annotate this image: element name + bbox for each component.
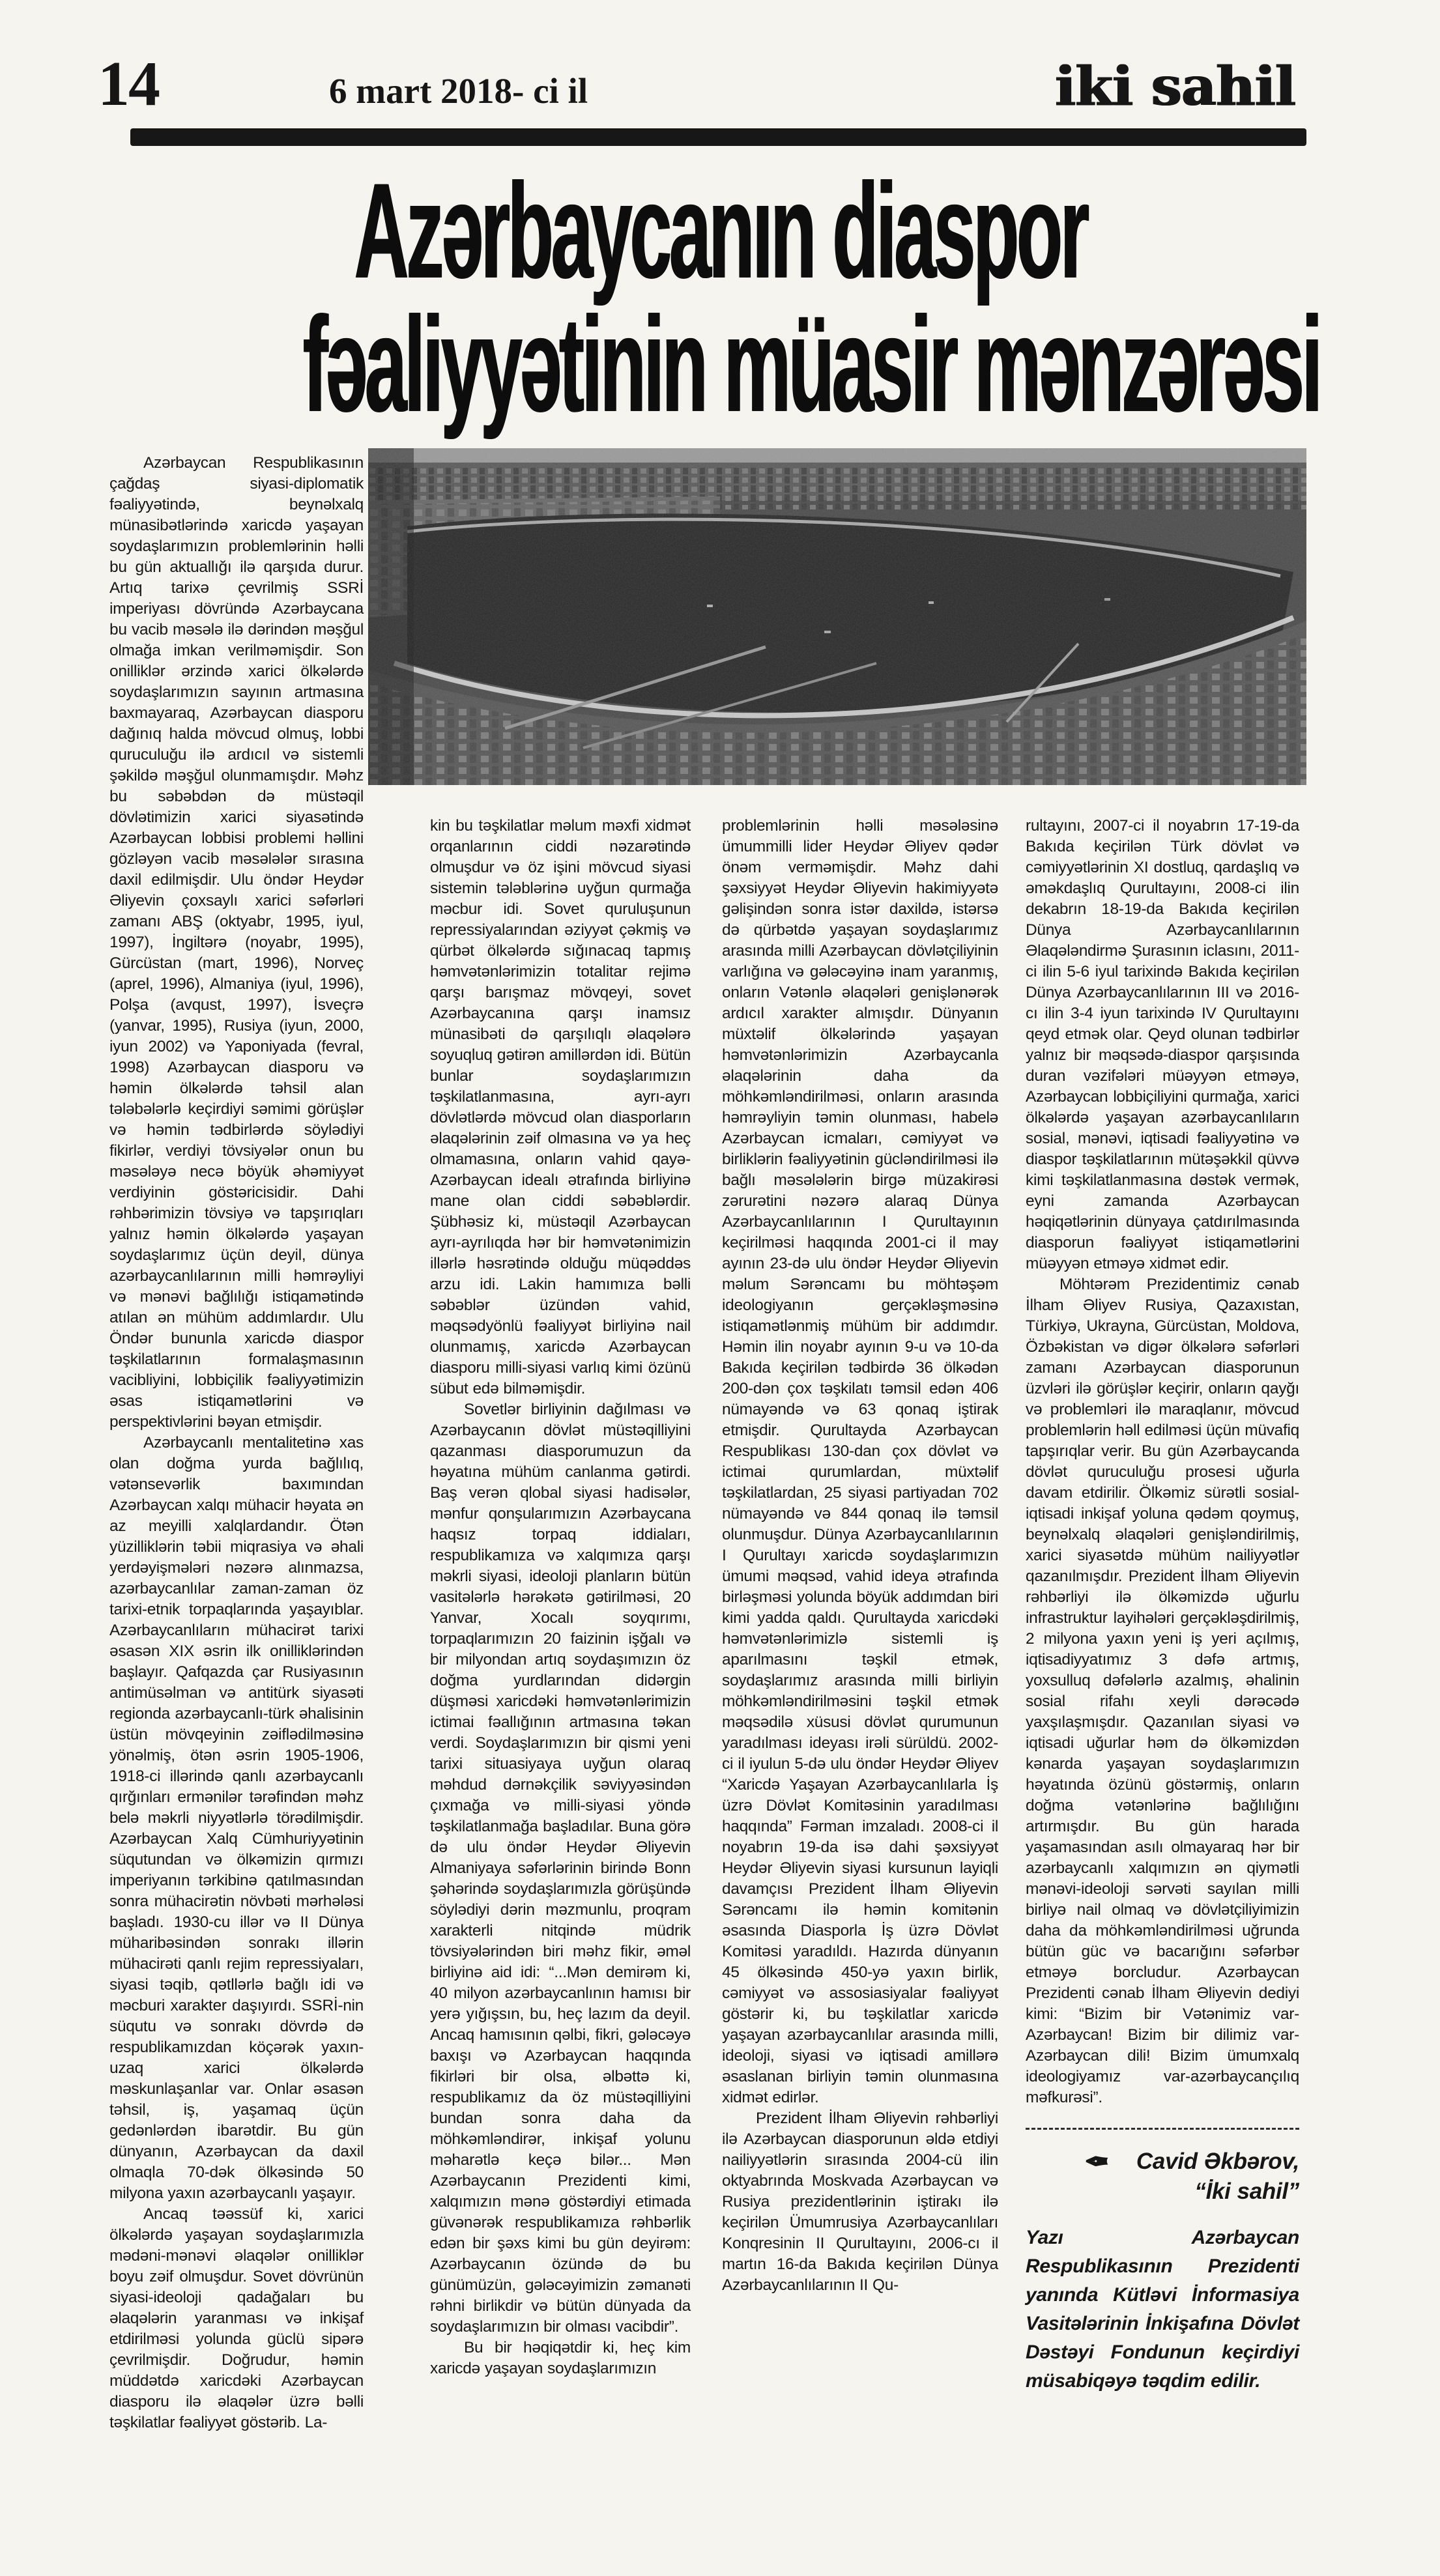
article-paragraph: Möhtərəm Prezidentimiz cənab İlham Əliyev Rusiya, Qazaxıstan, Türkiyə, Ukrayna, Gürcüstan, Moldova, Özbəkistan və digər ölkələrə səfərləri zamanı Azərbaycan diasporunun üzvləri ilə görüşlər keçirir, onların qayğı və problemləri ilə maraqlanır, mövcud problemlərin həll edilməsi üçün müvafiq tapşırıqlar verir. Bu gün Azərbaycanda dövlət quruculuğu prosesi uğurla davam etdirilir. Ölkəmiz sürətli sosial-iqtisadi inkişaf yoluna qədəm qoymuş, beynəlxalq əlaqələri genişləndirilmiş, xarici siyasətdə mühüm nailiyyətlər qazanılmışdır. Prezident İlham Əliyevin rəhbərliyi ilə ölkəmizdə uğurlu infrastruktur layihələri gerçəkləşdirilmiş, 2 milyona yaxın yeni iş yeri açılmış, iqtisadiyyatımız 3 dəfə artmış, yoxsulluq dəfələrlə azalmış, əhalinin sosial rifahı xeyli dərəcədə yaxşılaşmışdır. Qazanılan siyasi və iqtisadi uğurlar həm də ölkəmizdən kənarda yaşayan soydaşlarımızın həyatında özünü göstərmiş, onların doğma vətənlərinə bağlılığını artırmışdır. Bu gün harada yaşamasından asılı olmayaraq hər bir azərbaycanlı xalqımızın ən qiymətli mənəvi-ideoloji sərvəti sayılan milli birliyə nail olmaq və dövlətçiliyimizin daha da möhkəmləndirilməsi uğrunda bütün güc və bacarığını səfərbər etməyə borcludur. Azərbaycan Prezidenti cənab İlham Əliyevin dediyi kimi: “Bizim bir Vətənimiz var-Azərbaycan! Bizim bir dilimiz var-Azərbaycan dili! Bizim ümumxalq ideologiyamız var-azərbaycançılıq məfkurəsi”. (1026, 1276, 1299, 2106)
signature-divider (1026, 2128, 1299, 2130)
signature-row (1026, 2147, 1299, 2177)
article-column-4 (1026, 816, 1299, 2396)
article-paragraph: rultayını, 2007-ci il noyabrın 17-19-da Bakıda keçirilən Türk dövlət və cəmiyyətlərinin XI dostluq, qardaşlıq və əməkdaşlıq Qurultayını, 2008-ci ilin dekabrın 18-19-da Bakıda keçirilən Dünya Azərbaycanlılarının Əlaqələndirmə Şurasının iclasını, 2011-ci ilin 5-6 iyul tarixində Bakıda keçirilən Dünya Azərbaycanlılarının III və 2016-cı ilin 3-4 iyun tarixində IV Qurultayını qeyd etmək olar. Qeyd olunan tədbirlər yalnız bir məqsədə-diaspor qarşısında duran vəzifələri müəyyən etməyə, Azərbaycan lobbiçiliyini qurmağa, xarici ölkələrdə yaşayan azərbaycanlıların sosial, mənəvi, iqtisadi fəaliyyətinə və diaspor təşkilatlarının mütəşəkkil qüvvə kimi təşkilatlanmasına dəstək vermək, eyni zamanda Azərbaycan həqiqətlərinin dünyaya çatdırılmasında diasporun fəaliyyət istiqamətlərini müəyyən etməyə xidmət edir. (1026, 817, 1299, 1272)
article-paragraph: Prezident İlham Əliyevin rəhbərliyi ilə Azərbaycan diasporunun əldə etdiyi nailiyyətlərin sırasında 2004-cü ilin oktyabrında Moskvada Azərbaycan və Rusiya prezidentlərinin iştirakı ilə keçirilən Ümumrusiya Azərbaycanlıları Konqresinin II Qurultayını, 2006-cı il martın 16-da Bakıda keçirilən Dünya Azərbaycanlılarının II Qu- (722, 2110, 998, 2294)
article-paragraph: problemlərinin həlli məsələsinə ümummilli lider Heydər Əliyev qədər önəm verməmişdir. Məhz dahi şəxsiyyət Heydər Əliyevin hakimiyyətə gəlişindən sonra istər daxildə, istərsə də qürbətdə yaşayan soydaşlarımız arasında milli Azərbaycan dövlətçiliyinin varlığına və gələcəyinə inam yaranmış, onların Vətənlə əlaqələri genişlənərək ardıcıl xarakter almışdır. Dünyanın müxtəlif ölkələrində yaşayan həmvətənlərimizin Azərbaycanla əlaqələrinin daha da möhkəmləndirilməsi, onların arasında həmrəyliyin təmin olunması, habelə Azərbaycan icmaları, cəmiyyət və birliklərin fəaliyyətinin gücləndirilməsi ilə bağlı məsələlərin birgə müzakirəsi zərurətini nəzərə alaraq Dünya Azərbaycanlılarının I Qurultayının keçirilməsi haqqında 2001-ci il may ayının 23-də ulu öndər Heydər Əliyevin məlum Sərəncamı bu möhtəşəm ideologiyanın gerçəkləşməsinə istiqamətlənmiş mühüm bir addımdır. Həmin ilin noyabr ayının 9-u və 10-da Bakıda keçirilən tədbirdə 36 ölkədən 200-dən çox təşkilatı təmsil edən 406 nümayəndə və 63 qonaq iştirak etmişdir. Qurultayda Azərbaycan Respublikası 130-dan çox dövlət və ictimai qurumlardan, müxtəlif təşkilatlardan, 25 siyasi partiyadan 702 nümayəndə və 844 qonaq ilə təmsil olunmuşdur. Dünya Azərbaycanlılarının I Qurultayı xaricdə soydaşlarımızın ümumi məqsəd, vahid ideya ətrafında birləşməsi yolunda böyük addımdan biri kimi yadda qaldı. Qurultayda xaricdəki həmvətənlərimizlə sistemli iş aparılmasını təşkil etmək, soydaşlarımız arasında milli birliyin möhkəmləndirilməsini təşkil etmək məqsədilə xüsusi dövlət qurumunun yaradılması ideyası irəli sürüldü. 2002-ci il iyulun 5-də ulu öndər Heydər Əliyev “Xaricdə Yaşayan Azərbaycanlılarla İş üzrə Dövlət Komitəsinin yaradılması haqqında” Fərman imzaladı. 2008-ci il noyabrın 19-da isə dahi şəxsiyyət Heydər Əliyevin siyasi kursunun layiqli davamçısı Prezident İlham Əliyevin Sərəncamı ilə həmin komitənin əsasında Diasporla İş üzrə Dövlət Komitəsi yaradıldı. Hazırda dünyanın 45 ölkəsində 450-yə yaxın birlik, cəmiyyət və assosiasiyalar fəaliyyət göstərir ki, bu təşkilatlar xaricdə yaşayan azərbaycanlılar arasında milli, ideoloji, siyasi və iqtisadi amillərə əsaslanan birliyin təmin olunmasına xidmət edirlər. (722, 817, 998, 2106)
editorial-note: Yazı Azərbaycan Respublikasının Prezidenti yanında Kütləvi İnformasiya Vasitələrinin İnkişafına Dövlət Dəstəyi Fondunun keçirdiyi müsabiqəyə təqdim edilir. (1026, 2227, 1299, 2392)
article-column-2 (430, 816, 691, 2379)
page-number: 14 (98, 49, 159, 119)
pen-icon: ✒ (1084, 2145, 1109, 2179)
publication-name: “İki sahil” (1194, 2179, 1299, 2204)
author-name: Cavid Əkbərov, (1136, 2149, 1299, 2174)
article-paragraph: Bu bir həqiqətdir ki, heç kim xaricdə yaşayan soydaşlarımızın (430, 2339, 691, 2377)
article-paragraph: Azərbaycan Respublikasının çağdaş siyasi-diplomatik fəaliyyətində, beynəlxalq münasibətlərində xaricdə yaşayan soydaşlarımızın problemlərinin həlli bu gün aktuallığı ilə qarşıda durur. Artıq tarixə çevrilmiş SSRİ imperiyası dövründə Azərbaycana bu vacib məsələ ilə dərindən məşğul olmağa imkan verilməmişdir. Son onilliklər ərzində xarici ölkələrdə soydaşlarımızın sayının artmasına baxmayaraq, Azərbaycan diasporu dağınıq halda mövcud olmuş, lobbi quruculuğu ilə ardıcıl və sistemli şəkildə məşğul olunmamışdır. Məhz bu səbəbdən də müstəqil dövlətimizin xarici siyasətində Azərbaycan lobbisi problemi həllini gözləyən vacib məsələlər sırasına daxil edilmişdir. Ulu öndər Heydər Əliyevin çoxsaylı xarici səfərləri zamanı ABŞ (oktyabr, 1995, iyul, 1997), İngiltərə (noyabr, 1995), Gürcüstan (mart, 1996), Norveç (aprel, 1996), Almaniya (iyul, 1996), Polşa (avqust, 1997), İsveçrə (yanvar, 1995), Rusiya (iyun, 2000, iyun 2002) və Yaponiyada (fevral, 1998) Azərbaycan diasporu və həmin ölkələrdə təhsil alan tələbələrlə keçirdiyi səmimi görüşlər və həmin tədbirlərdə söylədiyi fikirlər, verdiyi tövsiyələr onun bu məsələyə necə böyük əhəmiyyət verdiyinin göstəricisidir. Dahi rəhbərimizin tövsiyə və tapşırıqları yalnız həmin ölkələrdə yaşayan soydaşlarımız üçün deyil, dünya azərbaycanlılarının milli həmrəyliyi və mənəvi bağlılığı istiqamətində atılan ən mühüm addımlardır. Ulu Öndər bununla xaricdə diaspor təşkilatlarının formalaşmasının vacibliyini, lobbiçilik fəaliyyətimizin əsas istiqamətlərini və perspektivlərini bəyan etmişdir. (109, 454, 364, 1431)
baku-bay-photo (368, 448, 1306, 785)
article-headline (0, 155, 1440, 440)
photo-image (368, 448, 1306, 785)
article-column-1 (109, 453, 364, 2433)
issue-date: 6 mart 2018- ci il (329, 71, 588, 111)
headline-line1: Azərbaycanın diaspor (353, 155, 1087, 307)
article-paragraph: Ancaq təəssüf ki, xarici ölkələrdə yaşayan soydaşlarımızla mədəni-mənəvi əlaqələr onilliklər boyu zəif olmuşdur. Sovet dövrünün siyasi-ideoloji qadağaları bu əlaqələrin yaranması və inkişaf etdirilməsi yolunda güclü sipərə çevrilmişdir. Doğrudur, həmin müddətdə xaricdəki Azərbaycan diasporu ilə əlaqələr üzrə bəlli təşkilatlar fəaliyyət göstərib. La- (109, 2205, 364, 2431)
headline-line2: fəaliyyətinin müasir mənzərəsi (302, 289, 1320, 440)
article-column-3 (722, 816, 998, 2296)
header-rule (130, 128, 1306, 146)
masthead: iki sahil (1055, 55, 1295, 118)
article-paragraph: kin bu təşkilatlar məlum məxfi xidmət orqanlarının ciddi nəzarətində olmuşdur və öz işini mövcud siyasi sistemin tələblərinə uyğun qurmağa məcbur idi. Sovet quruluşunun repressiyalarından əziyyət çəkmiş və qürbət ölkələrdə sığınacaq tapmış həmvətənlərimizin totalitar rejimə qarşı barışmaz mövqeyi, sovet Azərbaycanına qarşı inamsız münasibəti də qarşılıqlı əlaqələrə soyuqluq gətirən amillərdən idi. Bütün bunlar soydaşlarımızın təşkilatlanmasına, ayrı-ayrı dövlətlərdə mövcud olan diasporların əlaqələrinin zəif olmasına və ya heç olmamasına, onların vahid qayə-Azərbaycan idealı ətrafında birliyinə mane olan ciddi səbəblərdir. Şübhəsiz ki, müstəqil Azərbaycan ayrı-ayrılıqda hər bir həmvətənimizin illərlə həsrətində olduğu müqəddəs arzu idi. Lakin hamımıza bəlli səbəblər üzündən vahid, məqsədyönlü fəaliyyət birliyinə nail olunmamış, xaricdə Azərbaycan diasporu milli-siyasi varlıq kimi özünü sübut edə bilməmişdir. (430, 817, 691, 1397)
article-paragraph: Sovetlər birliyinin dağılması və Azərbaycanın dövlət müstəqilliyini qazanması diasporumuzun da həyatına mühüm canlanma gətirdi. Baş verən qlobal siyasi hadisələr, mənfur qonşularımızın Azərbaycana haqsız torpaq iddiaları, respublikamıza və xalqımıza qarşı məkrli siyasi, ideoloji planların bütün vasitələrlə hərəkətə gətirilməsi, 20 Yanvar, Xocalı soyqırımı, torpaqlarımızın 20 faizinin işğalı və bir milyondan artıq soydaşımızın öz doğma yurdlarından didərgin düşməsi xaricdəki həmvətənlərimizin ictimai fəallığının artmasına təkan verdi. Soydaşlarımızın bir qismi yeni tarixi situasiyaya uyğun olaraq məhdud dərnəkçilik səviyyəsindən çıxmağa və milli-siyasi yöndə təşkilatlanmağa başladılar. Buna görə də ulu öndər Heydər Əliyevin Almaniyaya səfərlərinin birində Bonn şəhərində soydaşlarımızla görüşündə söylədiyi dərin məzmunlu, proqram xarakterli nitqində müdrik tövsiyələrindən biri məhz fikir, əməl birliyinə aid idi: “...Mən demirəm ki, 40 milyon azərbaycanlının hamısı bir yerə yığışsın, bu, heç lazım da deyil. Ancaq hamısının qəlbi, fikri, gələcəyə baxışı və Azərbaycan haqqında fikirləri bir olsa, əlbəttə ki, respublikamız da öz müstəqilliyini bundan sonra daha da möhkəmləndirər, inkişaf yolunu məharətlə keçə bilər... Mən Azərbaycanın Prezidenti kimi, xalqımızın mənə göstərdiyi etimada güvənərək respublikamıza rəhbərlik edən bir şəxs kimi bu gün deyirəm: Azərbaycanın özündə də bu günümüzün, gələcəyimizin zəmanəti rəhni birlikdir və bütün dünyada da soydaşlarımızın bir olması vacibdir”. (430, 1401, 691, 2336)
article-paragraph: Azərbaycanlı mentalitetinə xas olan doğma yurda bağlılıq, vətənsevərlik baxımından Azərbaycan xalqı mühacir həyata ən az meyilli xalqlardandır. Ötən yüzilliklərin təbii miqrasiya və əhali yerdəyişmələri nəzərə alınmazsa, azərbaycanlılar zaman-zaman öz tarixi-etnik torpaqlarında yaşayıblar. Azərbaycanlıların mühacirət tarixi əsasən XIX əsrin ilk onilliklərindən başlayır. Qafqazda çar Rusiyasının antimüsəlman və antitürk siyasəti regionda azərbaycanlı-türk əhalisinin üstün mövqeyinin zəiflədilməsinə yönəlmiş, ötən əsrin 1905-1906, 1918-ci illərində qanlı azərbaycanlı qırğınları ermənilər tərəfindən məhz belə məkrli niyyətlərlə törədilmişdir. Azərbaycan Xalq Cümhuriyyətinin süqutundan və ölkəmizin qırmızı imperiyanın tərkibinə qatılmasından sonra mühacirətin növbəti mərhələsi başladı. 1930-cu illər və II Dünya müharibəsindən sonrakı illərin mühacirəti qanlı rejim repressiyaları, siyasi təqib, qətllərlə bağlı idi və məcburi xarakter daşıyırdı. SSRİ-nin süqutu və sonrakı dövrdə də respublikamızdan köçərək yaxın-uzaq xarici ölkələrdə məskunlaşanlar var. Onlar əsasən təhsil, iş, yaşamaq üçün gedənlərdən ibarətdir. Bu gün dünyanın, Azərbaycan da daxil olmaqla 70-dək ölkəsində 50 milyona yaxın azərbaycanlı yaşayır. (109, 1434, 364, 2202)
